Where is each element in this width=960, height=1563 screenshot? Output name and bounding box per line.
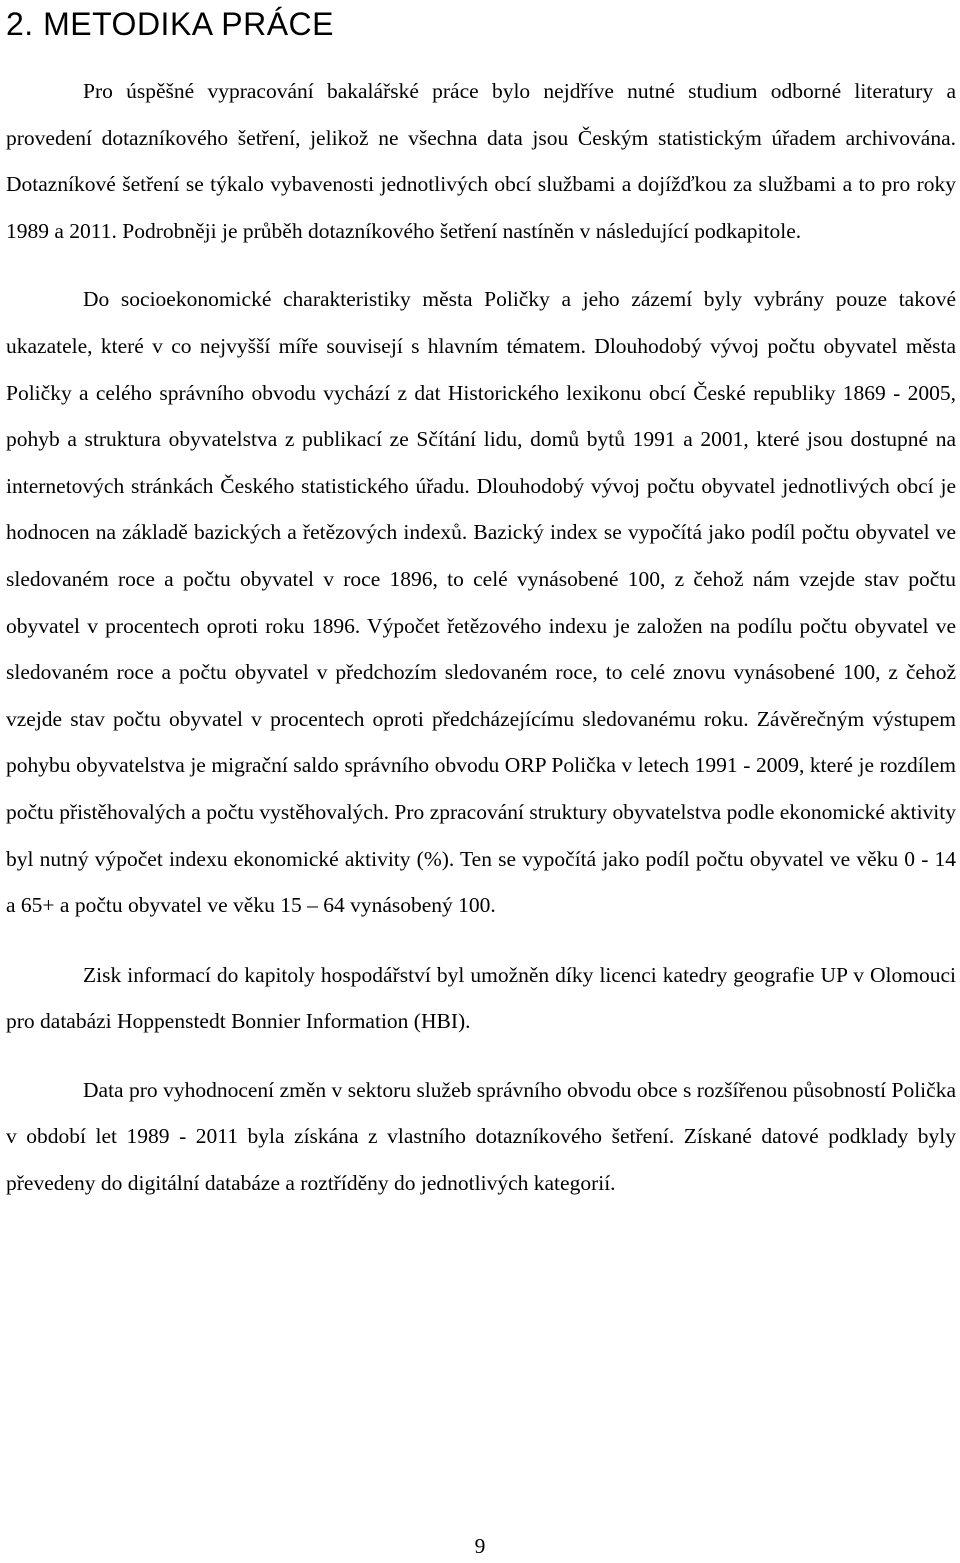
paragraph-methodology-intro: Pro úspěšné vypracování bakalářské práce bylo nejdříve nutné studium odborné literatury a provedení dotazníkového šetření, jelikož ne všechna data jsou Českým statistickým úřadem archivována. Dotazníkové šetření se týkalo vybavenosti jednotlivých obcí službami a dojížďkou za službami a to pro roky 1989 a 2011. Podrobněji je průběh dotazníkového šetření nastíněn v následující podkapitole.	[6, 79, 956, 243]
document-page	[6, 0, 956, 1207]
paragraph-socioeconomic: Do socioekonomické charakteristiky města Poličky a jeho zázemí byly vybrány pouze takové ukazatele, které v co nejvyšší míře souvisejí s hlavním tématem. Dlouhodobý vývoj počtu obyvatel města Poličky a celého správního obvodu vychází z dat Historického lexikonu obcí České republiky 1869 - 2005, pohyb a struktura obyvatelstva z publikací ze Sčítání lidu, domů bytů 1991 a 2001, které jsou dostupné na internetových stránkách Českého statistického úřadu. Dlouhodobý vývoj počtu obyvatel jednotlivých obcí je hodnocen na základě bazických a řetězových indexů. Bazický index se vypočítá jako podíl počtu obyvatel ve sledovaném roce a počtu obyvatel v roce 1896, to celé vynásobené 100, z čehož nám vzejde stav počtu obyvatel v procentech oproti roku 1896. Výpočet řetězového indexu je založen na podílu počtu obyvatel ve sledovaném roce a počtu obyvatel v předchozím sledovaném roce, to celé znovu vynásobené 100, z čehož vzejde stav počtu obyvatel v procentech oproti předcházejícímu sledovanému roku. Závěrečným výstupem pohybu obyvatelstva je migrační saldo správního obvodu ORP Polička v letech 1991 - 2009, které je rozdílem počtu přistěhovalých a počtu vystěhovalých. Pro zpracování struktury obyvatelstva podle ekonomické aktivity byl nutný výpočet indexu ekonomické aktivity (%). Ten se vypočítá jako podíl počtu obyvatel ve věku 0 - 14 a 65+ a počtu obyvatel ve věku 15 – 64 vynásobený 100.	[6, 287, 956, 918]
paragraph-economy-sources: Zisk informací do kapitoly hospodářství byl umožněn díky licenci katedry geografie UP v Olomouci pro databázi Hoppenstedt Bonnier Information (HBI).	[6, 962, 956, 1034]
section-heading: 2. METODIKA PRÁCE	[6, 6, 334, 42]
paragraph-services-data: Data pro vyhodnocení změn v sektoru služeb správního obvodu obce s rozšířenou působností Polička v období let 1989 - 2011 byla získána z vlastního dotazníkového šetření. Získané datové podklady byly převedeny do digitální databáze a roztříděny do jednotlivých kategorií.	[6, 1077, 956, 1196]
page-number: 9	[474, 1534, 486, 1558]
